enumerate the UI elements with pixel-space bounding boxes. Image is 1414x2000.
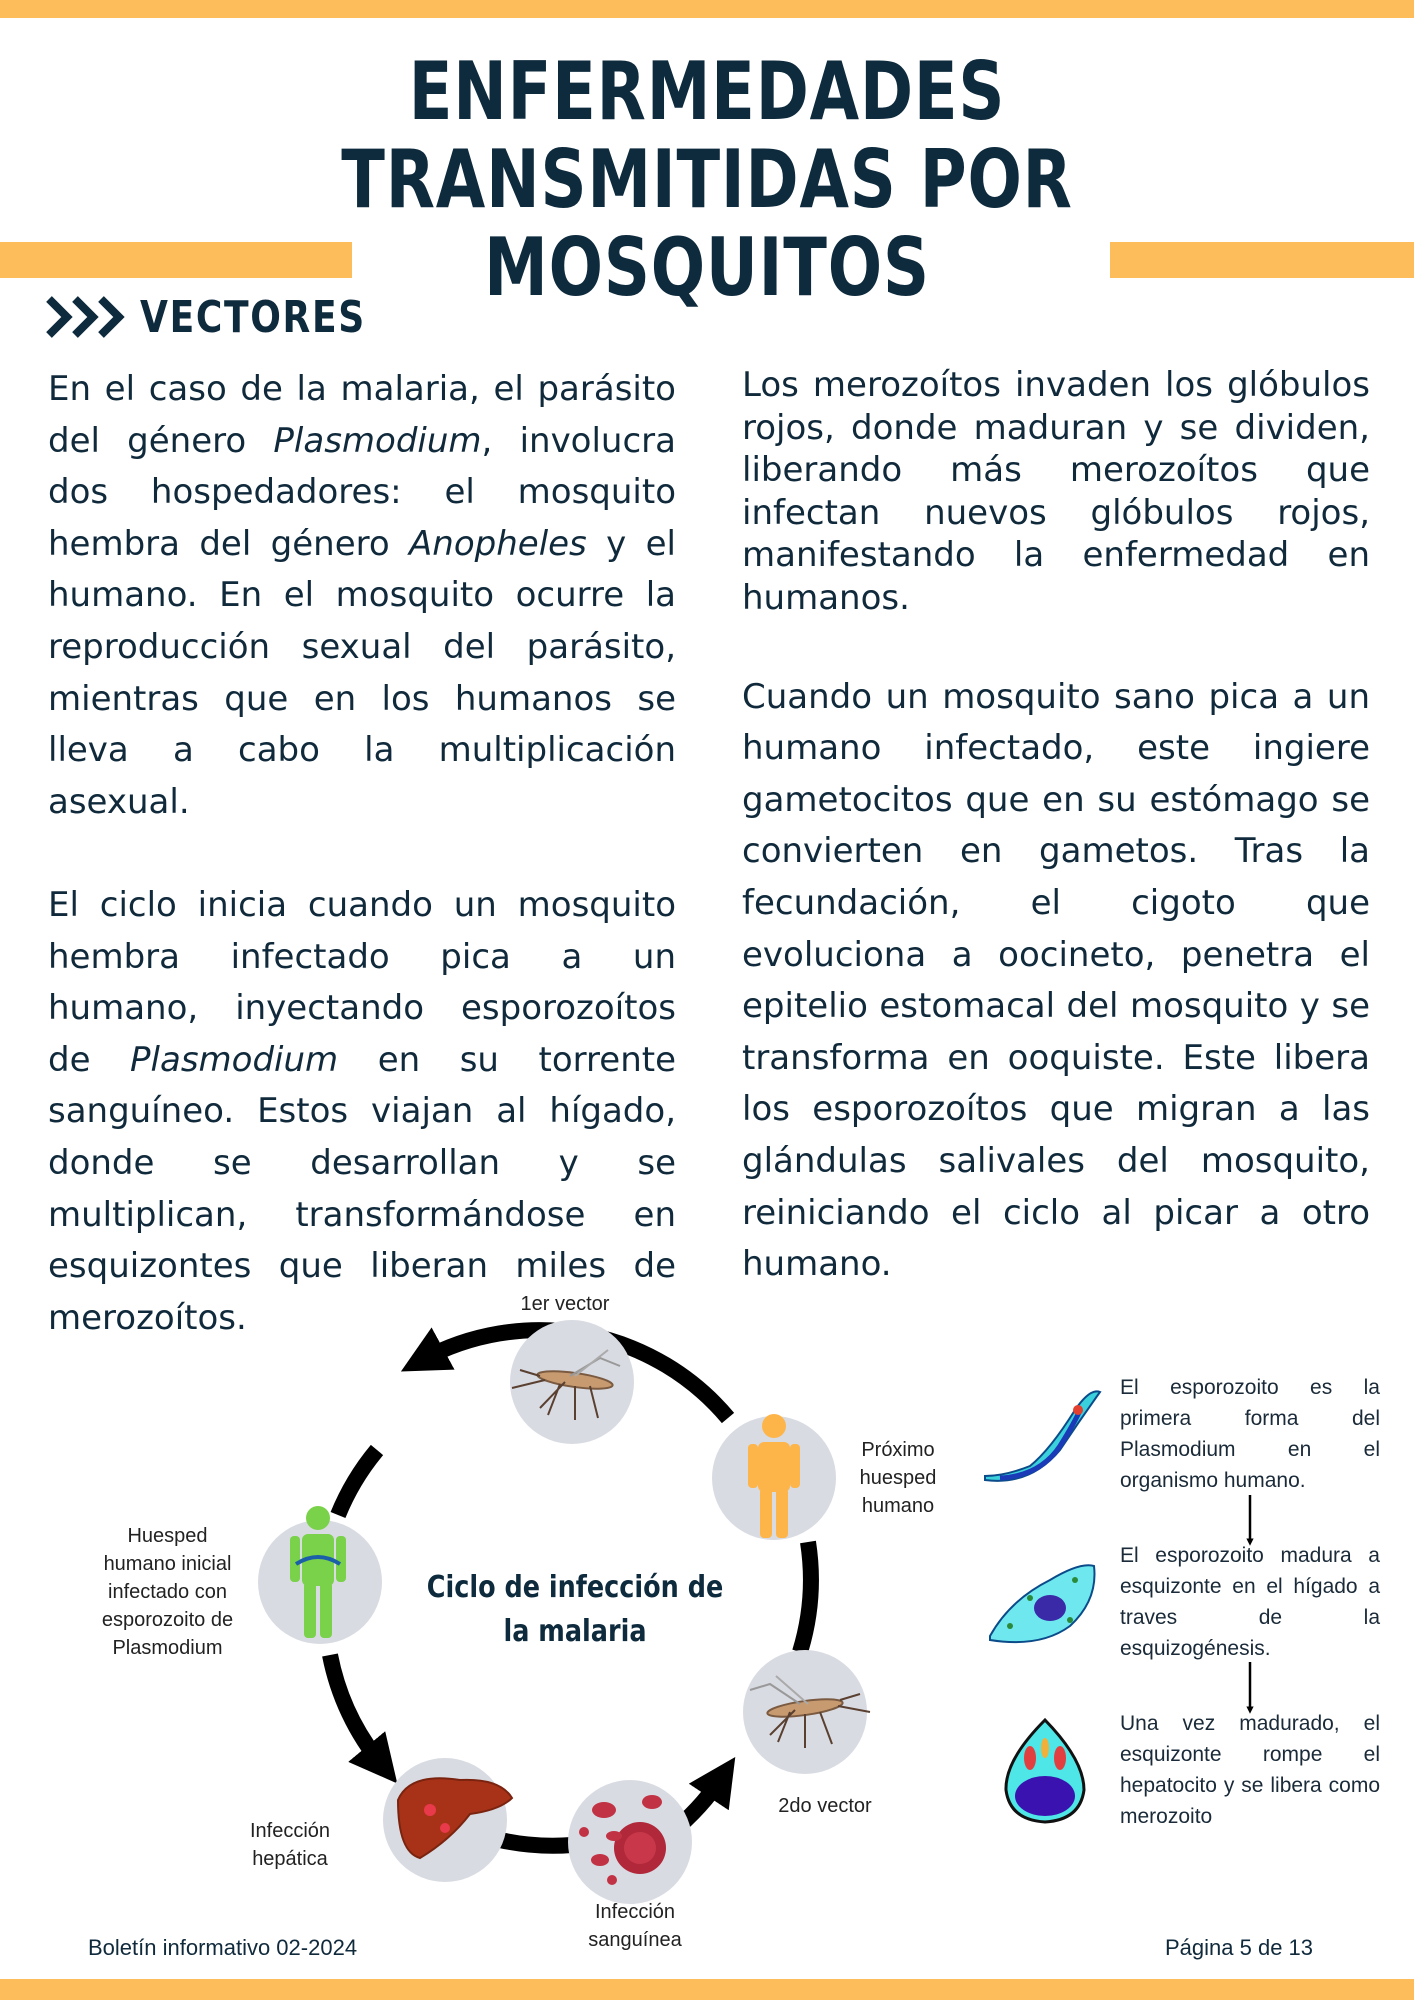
footer-bulletin: Boletín informativo 02-2024	[88, 1935, 358, 1960]
label-blood-infection: Infección sanguínea	[588, 1901, 682, 1951]
stage-description-1: El esporozoito es la primera forma del Plasmodium en el organismo humano.	[1120, 1376, 1380, 1492]
right-paragraph-2: Cuando un mosquito sano pica a un humano infectado, este ingiere gametocitos que en su estómago se convierten en gametos. Tras la fecundación, el cigoto que evoluciona a oocineto, penetra el epitelio estomacal del mosquito y se transforma en ooquiste. Este libera los esporozoítos que migran a las glándulas salivales del mosquito, reiniciando el ciclo al picar a otro humano.	[742, 676, 1370, 1285]
triple-chevron-icon	[46, 295, 126, 339]
stage-description-3: Una vez madurado, el esquizonte rompe el hepatocito y se libera como merozoito	[1120, 1712, 1380, 1828]
label-second-vector: 2do vector	[778, 1795, 872, 1817]
merozoite-icon	[1006, 1720, 1084, 1822]
cycle-arc-3	[330, 1655, 382, 1765]
right-text-column	[742, 364, 1370, 1291]
label-initial-host: Huesped humano inicial infectado con esporozoito de Plasmodium	[101, 1525, 234, 1659]
footer-page-number: Página 5 de 13	[1165, 1935, 1314, 1960]
right-paragraph-1: Los merozoítos invaden los glóbulos rojos, donde maduran y se dividen, liberando más merozoítos que infectan nuevos glóbulos rojos, manifestando la enfermedad en humanos.	[742, 365, 1370, 618]
bottom-accent-bar	[0, 1979, 1414, 2000]
cycle-title: Ciclo de infección de la malaria	[426, 1570, 724, 1649]
left-paragraph-2: El ciclo inicia cuando un mosquito hembra infectado pica a un humano, inyectando esporozoítos de Plasmodium en su torrente sanguíneo. Estos viajan al hígado, donde se desarrollan y se multiplican, transformándose en esquizontes que liberan miles de merozoítos.	[48, 884, 676, 1338]
left-accent-bar	[0, 242, 352, 278]
left-paragraph-1: En el caso de la malaria, el parásito del género Plasmodium, involucra dos hospedadores: el mosquito hembra del género Anopheles y el humano. En el mosquito ocurre la reproducción sexual del parásito, mientras que en los humanos se lleva a cabo la multiplicación asexual.	[48, 369, 676, 822]
page-title: ENFERMEDADES TRANSMITIDAS POR MOSQUITOS	[341, 45, 1073, 314]
sporozoite-icon	[985, 1391, 1100, 1480]
left-text-column	[48, 364, 676, 1344]
cycle-arc-6	[800, 1542, 811, 1652]
section-label: VECTORES	[140, 291, 366, 343]
label-first-vector: 1er vector	[520, 1293, 610, 1315]
section-heading	[46, 292, 415, 342]
malaria-cycle-diagram	[0, 1280, 1414, 1970]
label-liver-infection: Infección hepática	[249, 1820, 331, 1870]
schizont-icon	[990, 1565, 1095, 1642]
stage-description-2: El esporozoito madura a esquizonte en el hígado a traves de la esquizogénesis.	[1120, 1544, 1380, 1660]
top-accent-bar	[0, 0, 1414, 18]
cycle-arc-4	[500, 1840, 572, 1846]
cycle-arc-2	[338, 1450, 377, 1515]
right-accent-bar	[1110, 242, 1414, 278]
label-next-host: Próximo huesped humano	[859, 1439, 937, 1517]
